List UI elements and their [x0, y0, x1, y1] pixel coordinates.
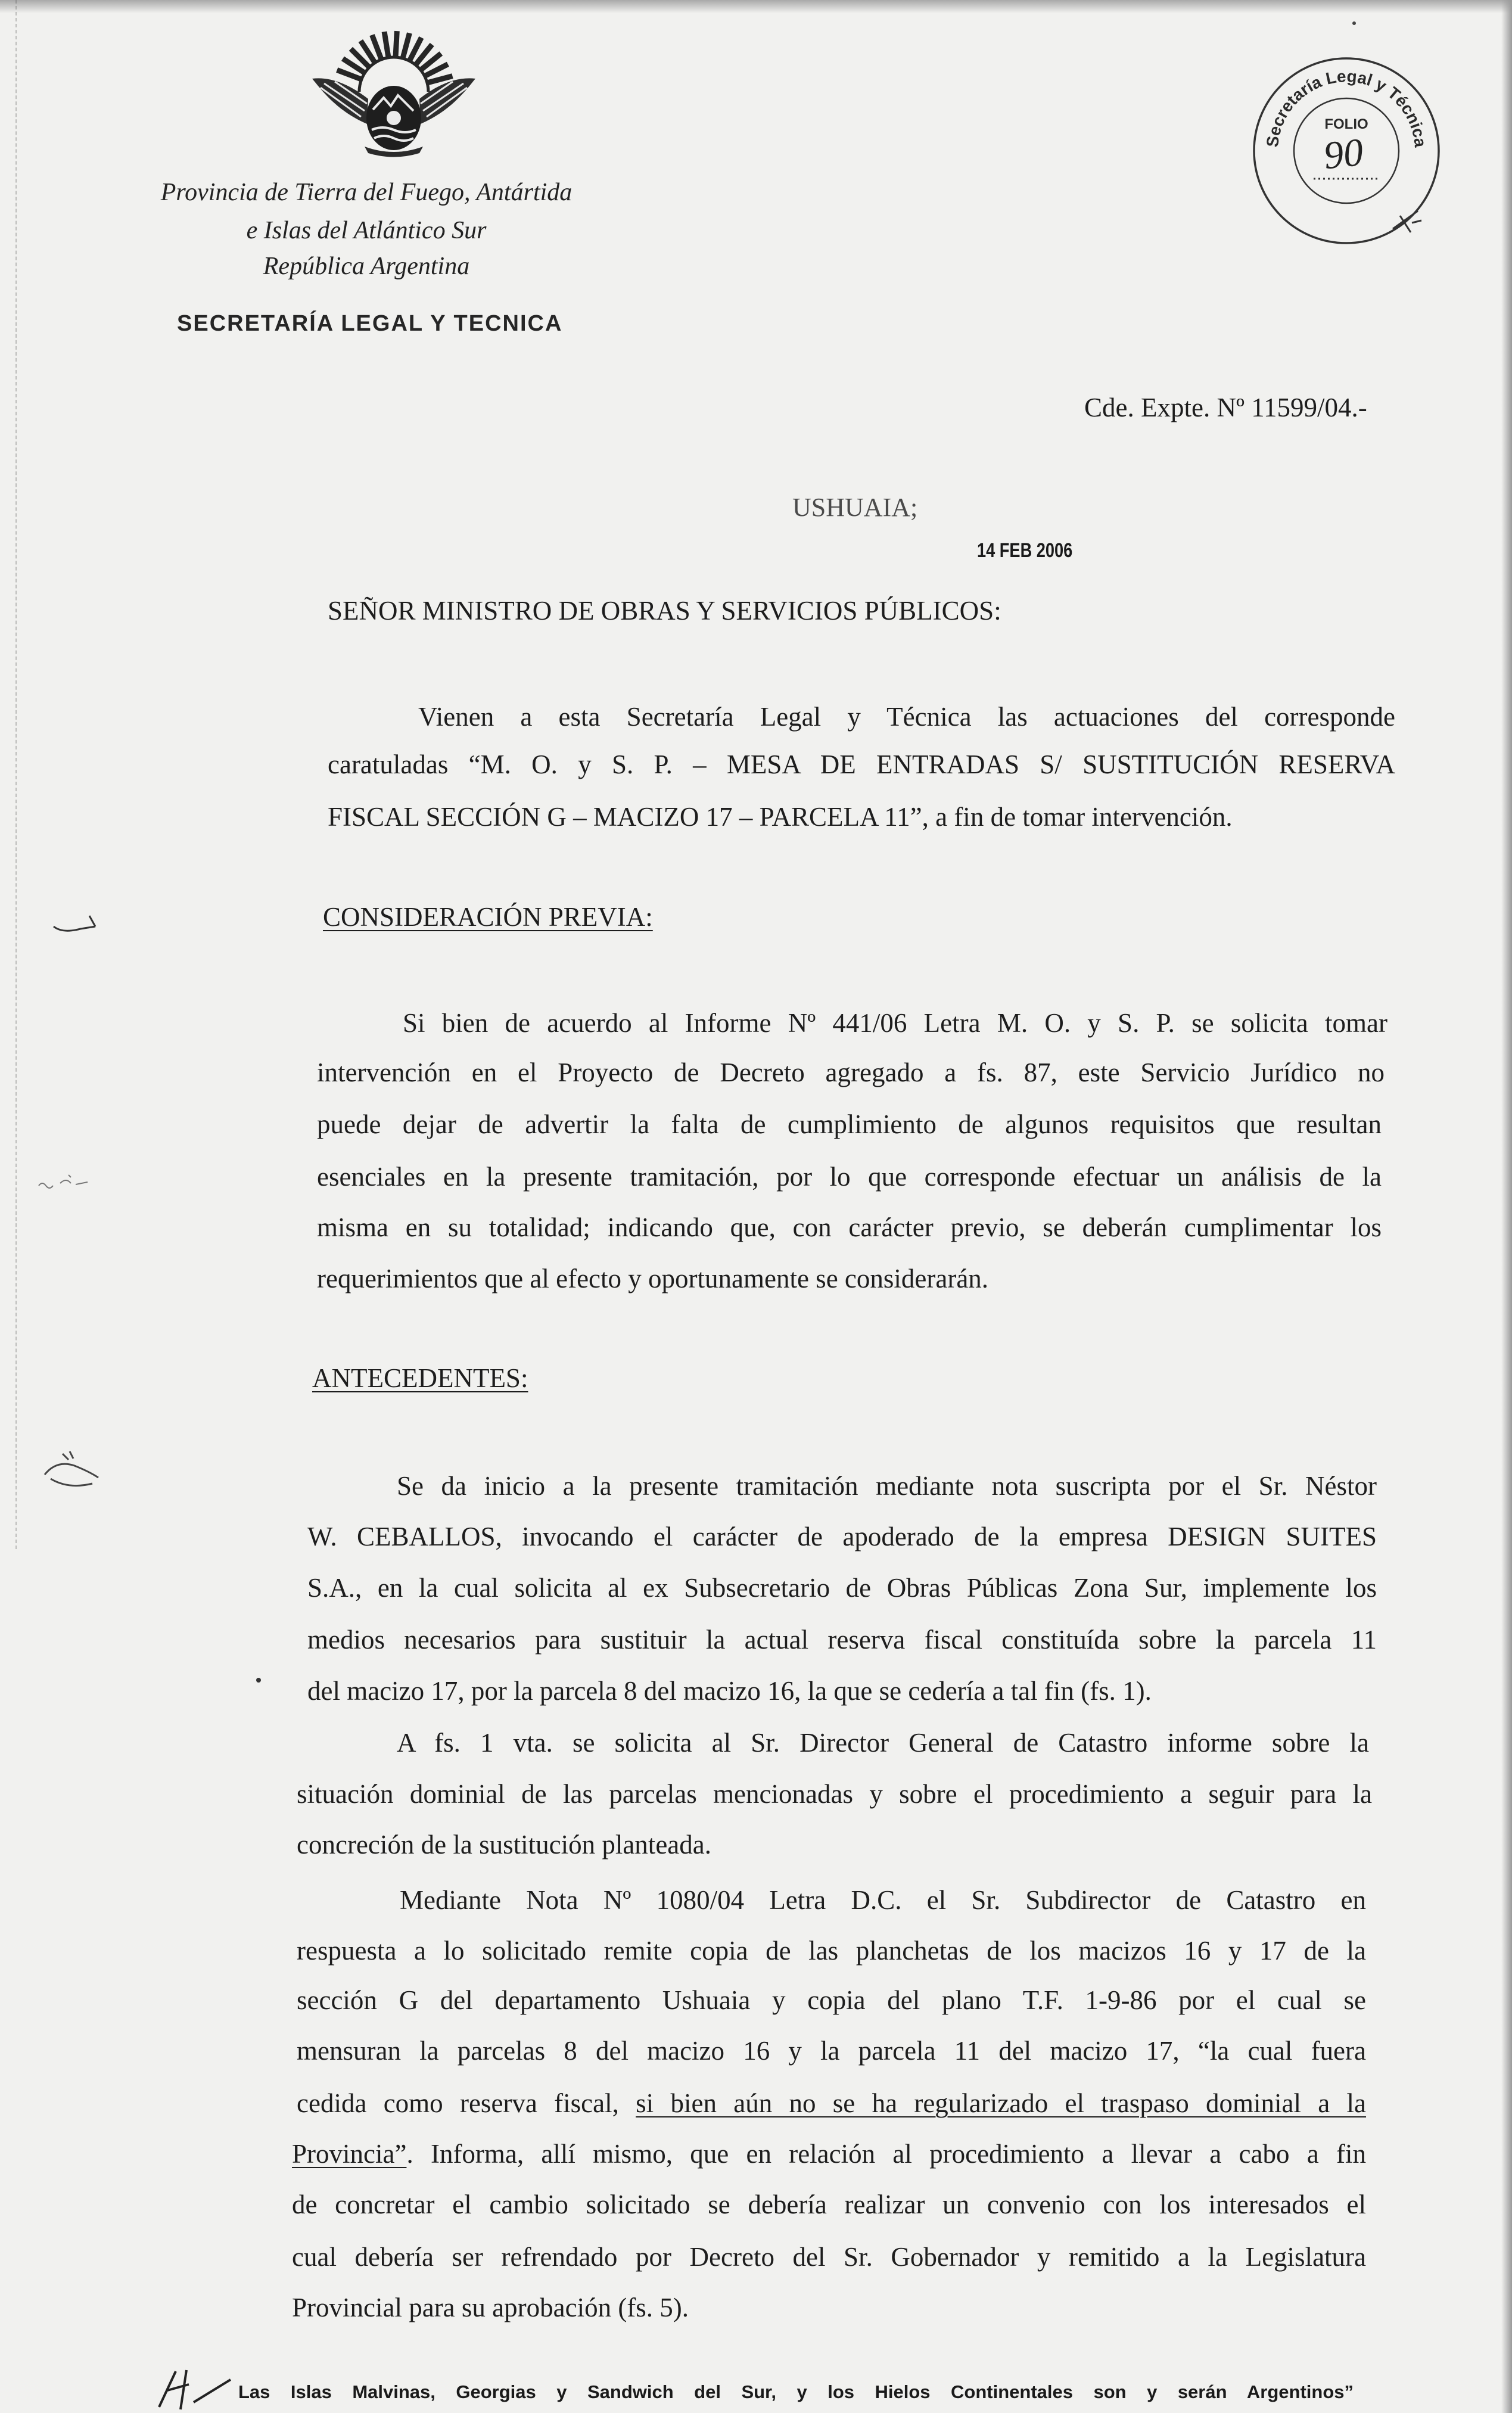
paragraph-line-text: mensuran la parcelas 8 del macizo 16 y la parcela 11 del macizo 17, “la cual fuera: [297, 2036, 1366, 2066]
paragraph-line: [317, 1159, 1382, 1195]
paragraph-line: [297, 2033, 1366, 2069]
sun-ray: [396, 31, 397, 57]
paragraph-line: [317, 1261, 988, 1296]
paragraph-line: [307, 1673, 1152, 1709]
paragraph-line: [328, 799, 1233, 835]
paragraph-line: [307, 1519, 1377, 1554]
stamp-folio-number: 90: [1321, 130, 1365, 178]
paragraph-line: [397, 1725, 1369, 1761]
paragraph-line-text: Si bien de acuerdo al Informe Nº 441/06 Letra M. O. y S. P. se solicita tomar: [403, 1008, 1387, 1038]
paragraph-line-text: del macizo 17, por la parcela 8 del macizo 16, la que se cedería a tal fin (fs. 1).: [307, 1676, 1152, 1706]
paragraph-line-text: Mediante Nota Nº 1080/04 Letra D.C. el Sr. Subdirector de Catastro en: [400, 1885, 1366, 1915]
handwritten-initials: [152, 2365, 235, 2412]
letterhead-province-line2: e Islas del Atlántico Sur: [246, 217, 487, 244]
margin-mark: [33, 1442, 104, 1495]
paragraph-line-text: FISCAL SECCIÓN G – MACIZO 17 – PARCELA 11”, a fin de tomar intervención.: [328, 802, 1233, 832]
paragraph-line: [317, 1209, 1382, 1245]
paragraph-line: [297, 1827, 711, 1862]
sun-ray: [384, 32, 388, 57]
plain-text: . Informa, allí mismo, que en relación al procedimiento a llevar a cabo a fin: [406, 2139, 1366, 2169]
paragraph-line-text: Se da inicio a la presente tramitación mediante nota suscripta por el Sr. Néstor: [397, 1471, 1377, 1501]
stamp-folio-label: FOLIO: [1324, 116, 1368, 132]
paragraph-line: [292, 2136, 1366, 2172]
letterhead-office: SECRETARÍA LEGAL Y TECNICA: [177, 311, 563, 336]
sun-ray: [403, 33, 409, 59]
paragraph-line-text: concreción de la sustitución planteada.: [297, 1830, 711, 1859]
margin-mark: [48, 903, 101, 938]
paragraph-line: [297, 2085, 1366, 2121]
paragraph-line-text: de concretar el cambio solicitado se debería realizar un convenio con los interesados el: [292, 2190, 1366, 2219]
scan-margin-line: [15, 0, 17, 1549]
scan-edge-top: [0, 0, 1512, 13]
paragraph-line-text: Vienen a esta Secretaría Legal y Técnica las actuaciones del corresponde: [418, 702, 1395, 732]
plain-text: cedida como reserva fiscal,: [297, 2088, 636, 2118]
paragraph-line-text: medios necesarios para sustituir la actual reserva fiscal constituída sobre la parcela 11: [307, 1625, 1377, 1655]
addressee: SEÑOR MINISTRO DE OBRAS Y SERVICIOS PÚBLICOS:: [328, 596, 1001, 626]
paragraph-line-text: [297, 2088, 1366, 2118]
paragraph-line-text: A fs. 1 vta. se solicita al Sr. Director General de Catastro informe sobre la: [397, 1728, 1369, 1758]
paragraph-line-text: respuesta a lo solicitado remite copia de las planchetas de los macizos 16 y 17 de la: [297, 1936, 1366, 1966]
footer-motto: [238, 2379, 1354, 2405]
paragraph-line: [317, 1106, 1382, 1142]
handwritten-check-mark: [1388, 203, 1424, 238]
coat-of-arms-emblem: [307, 27, 480, 161]
letterhead-province-line1: Provincia de Tierra del Fuego, Antártida: [160, 179, 573, 206]
paragraph-line-text: sección G del departamento Ushuaia y copia del plano T.F. 1-9-86 por el cual se: [297, 1985, 1366, 2015]
margin-dot-mark: [256, 1678, 261, 1683]
paragraph-line: [307, 1622, 1377, 1658]
paragraph-line: [292, 2239, 1366, 2275]
check-mark-stroke: [1393, 211, 1421, 232]
paragraph-line: [292, 2187, 1366, 2222]
paragraph-line: [400, 1882, 1366, 1918]
stamp-ring-textpath: Secretaría Legal y Técnica: [1262, 67, 1430, 148]
paragraph-line-text: intervención en el Proyecto de Decreto agregado a fs. 87, este Servicio Jurídico no: [317, 1058, 1385, 1087]
scan-edge-right: [1501, 0, 1512, 2413]
paragraph-line-text: situación dominial de las parcelas mencionadas y sobre el procedimiento a seguir para la: [297, 1779, 1372, 1809]
margin-mark-stroke: [45, 1451, 98, 1486]
paragraph-line: [317, 1055, 1385, 1090]
paragraph-line-text: misma en su totalidad; indicando que, con carácter previo, se deberán cumplimentar los: [317, 1212, 1382, 1242]
sun-ray: [427, 76, 453, 83]
underlined-text: Provincia”: [292, 2139, 407, 2169]
paragraph-line-text: W. CEBALLOS, invocando el carácter de apoderado de la empresa DESIGN SUITES: [307, 1522, 1377, 1551]
paragraph-line: [292, 2290, 689, 2325]
paragraph-line: [397, 1468, 1377, 1504]
paragraph-line-text: requerimientos que al efecto y oportunamente se considerarán.: [317, 1264, 989, 1293]
initials-stroke: [159, 2370, 231, 2409]
section-heading-consideracion-previa: CONSIDERACIÓN PREVIA:: [323, 902, 653, 932]
paragraph-line-text: [292, 2139, 1366, 2169]
section-heading-antecedentes: ANTECEDENTES:: [312, 1363, 528, 1393]
paragraph-line: [403, 1005, 1387, 1041]
paragraph-line-text: puede dejar de advertir la falta de cumplimiento de algunos requisitos que resultan: [317, 1109, 1382, 1139]
scan-dot: [1351, 20, 1357, 26]
paragraph-line-text: S.A., en la cual solicita al ex Subsecretario de Obras Públicas Zona Sur, implemente los: [307, 1573, 1377, 1603]
letterhead-province-line3: República Argentina: [263, 253, 470, 280]
paragraph-line: [307, 1570, 1377, 1606]
shield-sun: [387, 111, 401, 125]
paragraph-line: [297, 1933, 1366, 1969]
paragraph-line-text: cual debería ser refrendado por Decreto del Sr. Gobernador y remitido a la Legislatura: [292, 2242, 1366, 2272]
margin-mark: [33, 1168, 98, 1198]
paragraph-line: [418, 699, 1395, 735]
margin-dot: [255, 1677, 262, 1684]
paragraph-line-text: caratuladas “M. O. y S. P. – MESA DE ENTRADAS S/ SUSTITUCIÓN RESERVA: [328, 750, 1395, 779]
paragraph-line: [297, 1776, 1372, 1812]
paragraph-line-text: esenciales en la presente tramitación, por lo que corresponde efectuar un análisis de la: [317, 1162, 1382, 1192]
underlined-text: si bien aún no se ha regularizado el traspaso dominial a la: [636, 2088, 1367, 2118]
date-stamp: 14 FEB 2006: [977, 539, 1073, 562]
paragraph-line: [328, 747, 1395, 782]
margin-mark-stroke: [39, 1175, 88, 1188]
place-heading: USHUAIA;: [792, 493, 918, 522]
margin-mark-stroke: [54, 916, 95, 931]
paragraph-line: [297, 1982, 1366, 2018]
paragraph-line-text: Provincial para su aprobación (fs. 5).: [292, 2293, 689, 2322]
footer-motto-text: Las Islas Malvinas, Georgias y Sandwich del Sur, y los Hielos Continentales son y serán Argentinos”: [238, 2381, 1354, 2402]
expediente-reference: Cde. Expte. Nº 11599/04.-: [1084, 393, 1367, 422]
scan-dot-mark: [1352, 21, 1356, 25]
